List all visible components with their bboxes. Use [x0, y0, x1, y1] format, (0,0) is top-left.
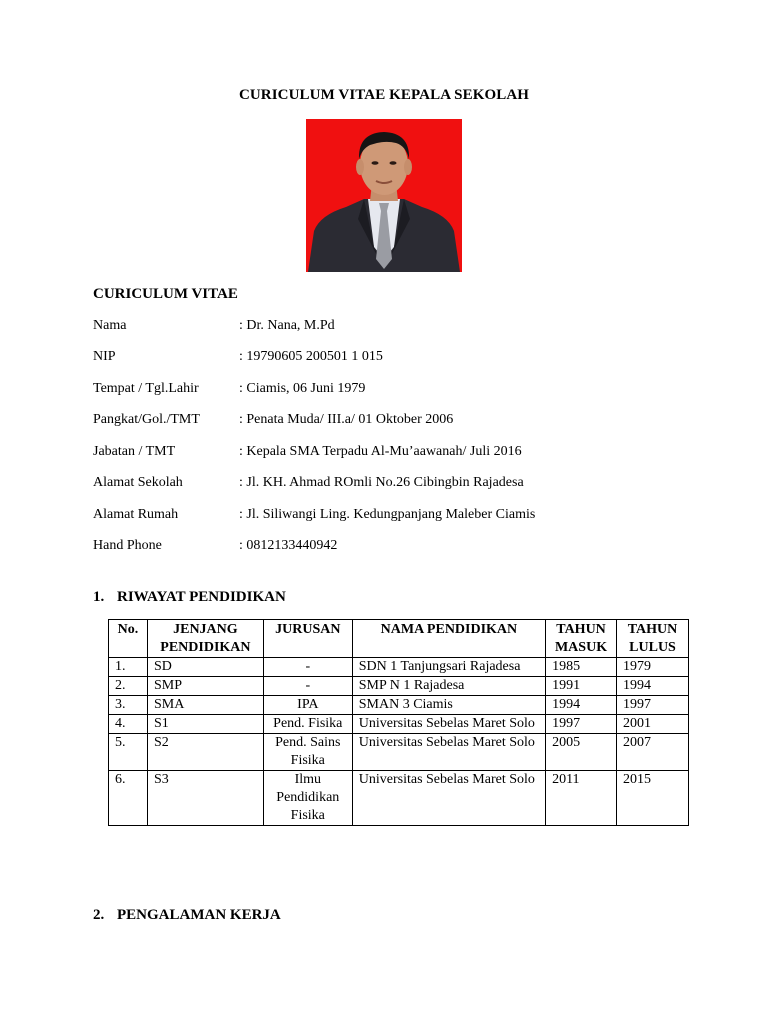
table-row	[109, 696, 689, 715]
section-education-heading	[93, 589, 286, 606]
cell-jurusan: Ilmu Pendidikan Fisika	[263, 771, 352, 826]
table-row	[109, 734, 689, 771]
section-title: PENGALAMAN KERJA	[117, 907, 281, 923]
bio-row-home-address	[93, 507, 713, 527]
bio-label: Nama	[93, 318, 127, 333]
cell-masuk: 2005	[546, 734, 617, 771]
cell-jenjang: SD	[147, 658, 263, 677]
bio-row-nip	[93, 349, 713, 369]
section-work-heading	[93, 907, 281, 924]
bio-value: : 0812133440942	[239, 538, 338, 553]
cell-jenjang: S2	[147, 734, 263, 771]
bio-label: Hand Phone	[93, 538, 162, 553]
bio-value: : 19790605 200501 1 015	[239, 349, 383, 364]
cell-lulus: 1994	[617, 677, 689, 696]
header-masuk: TAHUN MASUK	[546, 620, 617, 658]
cell-jurusan: IPA	[263, 696, 352, 715]
section-title: RIWAYAT PENDIDIKAN	[117, 589, 286, 605]
cell-jenjang: S1	[147, 715, 263, 734]
bio-row-phone	[93, 538, 713, 558]
bio-value: : Ciamis, 06 Juni 1979	[239, 381, 366, 396]
education-table	[108, 619, 689, 826]
cell-lulus: 2001	[617, 715, 689, 734]
cell-lulus: 1979	[617, 658, 689, 677]
cell-no: 1.	[109, 658, 148, 677]
bio-label: Jabatan / TMT	[93, 444, 176, 459]
document-title: CURICULUM VITAE KEPALA SEKOLAH	[238, 87, 530, 103]
cell-masuk: 1994	[546, 696, 617, 715]
cell-masuk: 1991	[546, 677, 617, 696]
portrait-photo	[306, 119, 462, 272]
bio-label: Tempat / Tgl.Lahir	[93, 381, 199, 396]
cell-jenjang: SMP	[147, 677, 263, 696]
header-jenjang: JENJANG PENDIDIKAN	[147, 620, 263, 658]
cell-nama: SDN 1 Tanjungsari Rajadesa	[352, 658, 545, 677]
table-row	[109, 677, 689, 696]
cell-masuk: 1985	[546, 658, 617, 677]
bio-row-rank	[93, 412, 713, 432]
header-lulus: TAHUN LULUS	[617, 620, 689, 658]
bio-label: Alamat Rumah	[93, 507, 179, 522]
cell-no: 6.	[109, 771, 148, 826]
header-nama: NAMA PENDIDIKAN	[352, 620, 545, 658]
cell-no: 5.	[109, 734, 148, 771]
cell-nama: SMP N 1 Rajadesa	[352, 677, 545, 696]
person-portrait-icon	[306, 119, 462, 272]
cv-heading: CURICULUM VITAE	[93, 286, 238, 302]
cell-jurusan: Pend. Sains Fisika	[263, 734, 352, 771]
cell-lulus: 1997	[617, 696, 689, 715]
table-header-row	[109, 620, 689, 658]
bio-value: : Jl. Siliwangi Ling. Kedungpanjang Maleber Ciamis	[239, 507, 536, 522]
bio-label: Pangkat/Gol./TMT	[93, 412, 200, 427]
cell-nama: Universitas Sebelas Maret Solo	[352, 771, 545, 826]
cell-jurusan: Pend. Fisika	[263, 715, 352, 734]
bio-row-birth	[93, 381, 713, 401]
cell-nama: Universitas Sebelas Maret Solo	[352, 715, 545, 734]
table-row	[109, 658, 689, 677]
table-row	[109, 715, 689, 734]
bio-value: : Penata Muda/ III.a/ 01 Oktober 2006	[239, 412, 454, 427]
cell-no: 3.	[109, 696, 148, 715]
cell-nama: SMAN 3 Ciamis	[352, 696, 545, 715]
bio-value: : Kepala SMA Terpadu Al-Mu’aawanah/ Juli 2016	[239, 444, 522, 459]
cell-jenjang: S3	[147, 771, 263, 826]
header-no: No.	[109, 620, 148, 658]
header-jurusan: JURUSAN	[263, 620, 352, 658]
bio-label: NIP	[93, 349, 116, 364]
cell-no: 2.	[109, 677, 148, 696]
cell-masuk: 2011	[546, 771, 617, 826]
bio-row-nama	[93, 318, 713, 338]
section-number: 2.	[93, 907, 105, 923]
bio-value: : Jl. KH. Ahmad ROmli No.26 Cibingbin Rajadesa	[239, 475, 524, 490]
cell-masuk: 1997	[546, 715, 617, 734]
cell-jenjang: SMA	[147, 696, 263, 715]
bio-value: : Dr. Nana, M.Pd	[239, 318, 335, 333]
cell-jurusan: -	[263, 658, 352, 677]
cell-no: 4.	[109, 715, 148, 734]
cell-lulus: 2007	[617, 734, 689, 771]
cell-lulus: 2015	[617, 771, 689, 826]
table-row	[109, 771, 689, 826]
cell-jurusan: -	[263, 677, 352, 696]
cell-nama: Universitas Sebelas Maret Solo	[352, 734, 545, 771]
section-number: 1.	[93, 589, 105, 605]
bio-row-position	[93, 444, 713, 464]
bio-label: Alamat Sekolah	[93, 475, 183, 490]
bio-row-school-address	[93, 475, 713, 495]
